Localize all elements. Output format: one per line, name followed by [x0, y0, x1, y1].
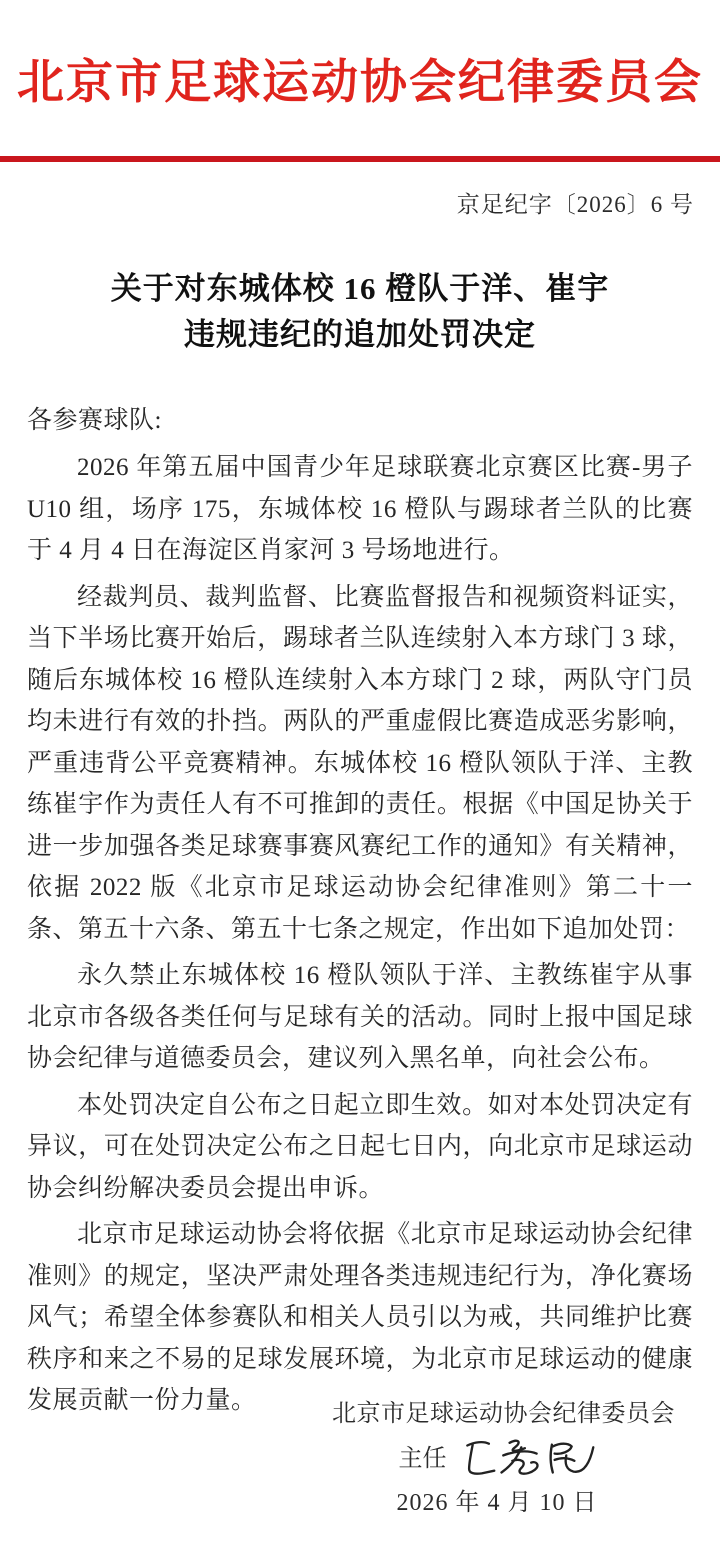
- body-paragraph-5: 北京市足球运动协会将依据《北京市足球运动协会纪律准则》的规定，坚决严肃处理各类违规违纪行为，净化赛场风气；希望全体参赛队和相关人员引以为戒，共同维护比赛秩序和来之不易的足球发展环境，为北京市足球运动的健康发展贡献一份力量。: [27, 1221, 693, 1414]
- document-number: 京足纪字〔2026〕6 号: [456, 192, 694, 217]
- signature-row: [332, 1434, 662, 1484]
- signature-block: [332, 1398, 675, 1518]
- document-title: [40, 266, 680, 358]
- document-title-line-2: 违规违纪的追加处罚决定: [184, 317, 536, 352]
- red-header-org-name: 北京市足球运动协会纪律委员会: [17, 57, 703, 109]
- body-paragraph-3: 永久禁止东城体校 16 橙队领队于洋、主教练崔宇从事北京市各级各类任何与足球有关的活动。同时上报中国足球协会纪律与道德委员会，建议列入黑名单，向社会公布。: [27, 962, 693, 1072]
- signature-org-name: 北京市足球运动协会纪律委员会: [332, 1401, 675, 1427]
- document-title-line-1: 关于对东城体校 16 橙队于洋、崔宇: [110, 271, 610, 306]
- document-body: [27, 400, 693, 1422]
- signature-date: 2026 年 4 月 10 日: [396, 1490, 598, 1516]
- body-paragraph-1: 2026 年第五届中国青少年足球联赛北京赛区比赛-男子 U10 组，场序 175，东城体校 16 橙队与踢球者兰队的比赛于 4 月 4 日在海淀区肖家河 3 号场地进行。: [27, 454, 693, 564]
- handwritten-signature-icon: [461, 1434, 596, 1484]
- signer-title: 主任: [398, 1446, 447, 1472]
- body-paragraph-2: 经裁判员、裁判监督、比赛监督报告和视频资料证实，当下半场比赛开始后，踢球者兰队连续射入本方球门 3 球，随后东城体校 16 橙队连续射入本方球门 2 球，两队守门员均未进行有效的扑挡。两队的严重虚假比赛造成恶劣影响，严重违背公平竞赛精神。东城体校 16 橙队领队于洋、主教练崔宇作为责任人有不可推卸的责任。根据《中国足协关于进一步加强各类足球赛事赛风赛纪工作的通知》有关精神，依据 2022 版《北京市足球运动协会纪律准则》第二十一条、第五十六条、第五十七条之规定，作出如下追加处罚：: [27, 583, 693, 943]
- red-divider-line: [0, 156, 720, 162]
- body-paragraph-4: 本处罚决定自公布之日起立即生效。如对本处罚决定有异议，可在处罚决定公布之日起七日内，向北京市足球运动协会纠纷解决委员会提出申诉。: [27, 1091, 693, 1202]
- salutation: 各参赛球队:: [27, 407, 162, 434]
